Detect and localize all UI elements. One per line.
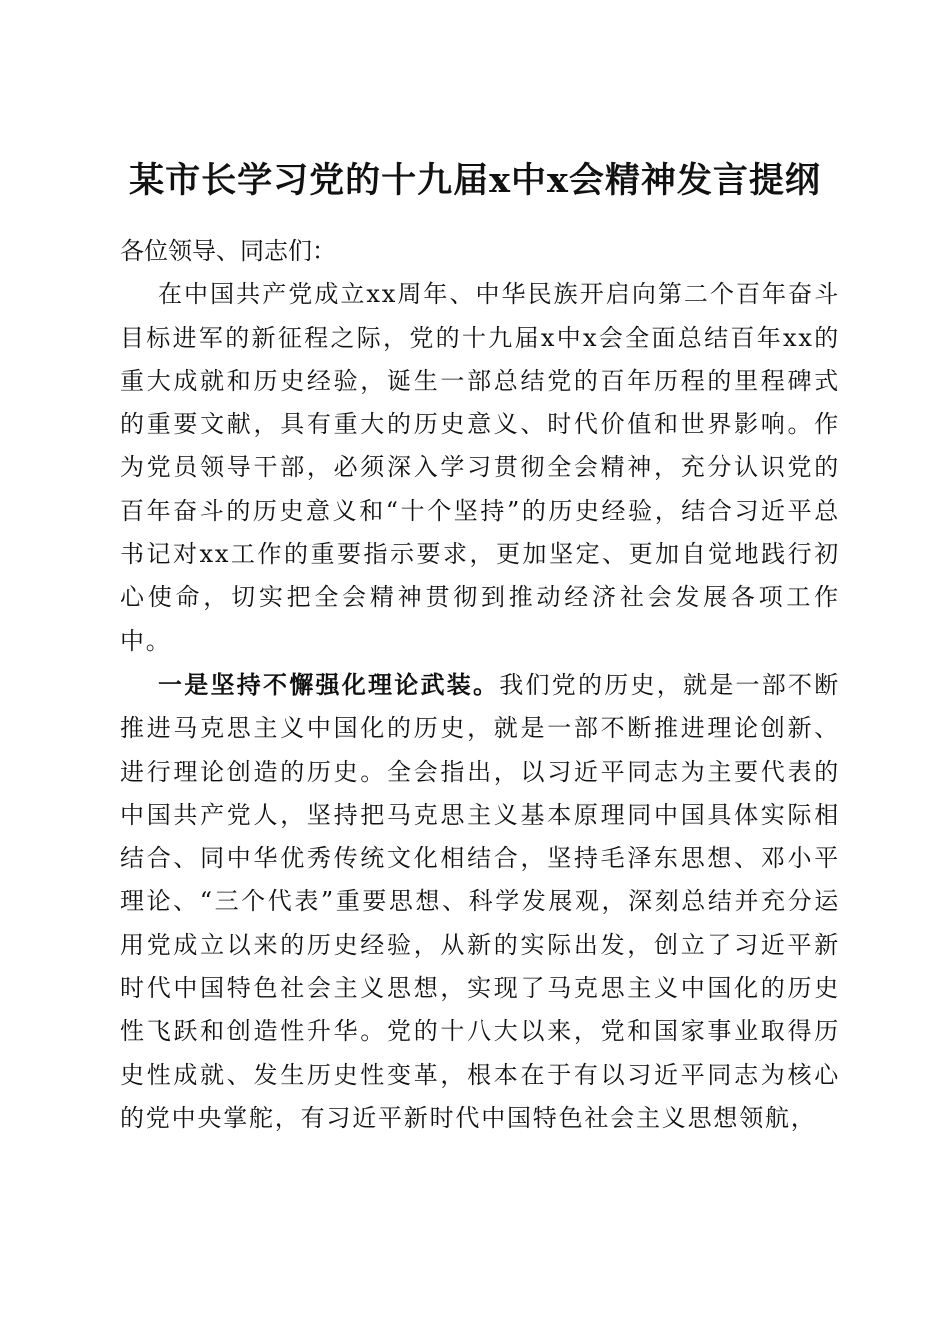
paragraph-text: 我们党的历史，就是一部不断推进马克思主义中国化的历史，就是一部不断推进理论创新、进行理论创造的历史。全会指出，以习近平同志为主要代表的中国共产党人，坚持把马克思主义基本原理同中国具体实际相结合、同中华优秀传统文化相结合，坚持毛泽东思想、邓小平理论、“三个代表”重要思想、科学发展观，深刻总结并充分运用党成立以来的历史经验，从新的实际出发，创立了习近平新时代中国特色社会主义思想，实现了马克思主义中国化的历史性飞跃和创造性升华。党的十八大以来，党和国家事业取得历史性成就、发生历史性变革，根本在于有以习近平同志为核心的党中央掌舵，有习近平新时代中国特色社会主义思想领航，: [120, 670, 840, 1132]
paragraph-intro: [120, 273, 840, 663]
paragraph-point-one: [120, 663, 840, 1140]
document-title: 某市长学习党的十九届x中x会精神发言提纲: [129, 160, 821, 202]
paragraph-lead: 一是坚持不懈强化理论武装。: [158, 669, 500, 699]
salutation: 各位领导、同志们：: [120, 237, 336, 265]
paragraph-text: 在中国共产党成立xx周年、中华民族开启向第二个百年奋斗目标进军的新征程之际，党的十九届x中x会全面总结百年xx的重大成就和历史经验，诞生一部总结党的百年历程的里程碑式的重要文献，具有重大的历史意义、时代价值和世界影响。作为党员领导干部，必须深入学习贯彻全会精神，充分认识党的百年奋斗的历史意义和“十个坚持”的历史经验，结合习近平总书记对xx工作的重要指示要求，更加坚定、更加自觉地践行初心使命，切实把全会精神贯彻到推动经济社会发展各项工作中。: [120, 280, 840, 655]
document-body: [120, 230, 840, 1140]
